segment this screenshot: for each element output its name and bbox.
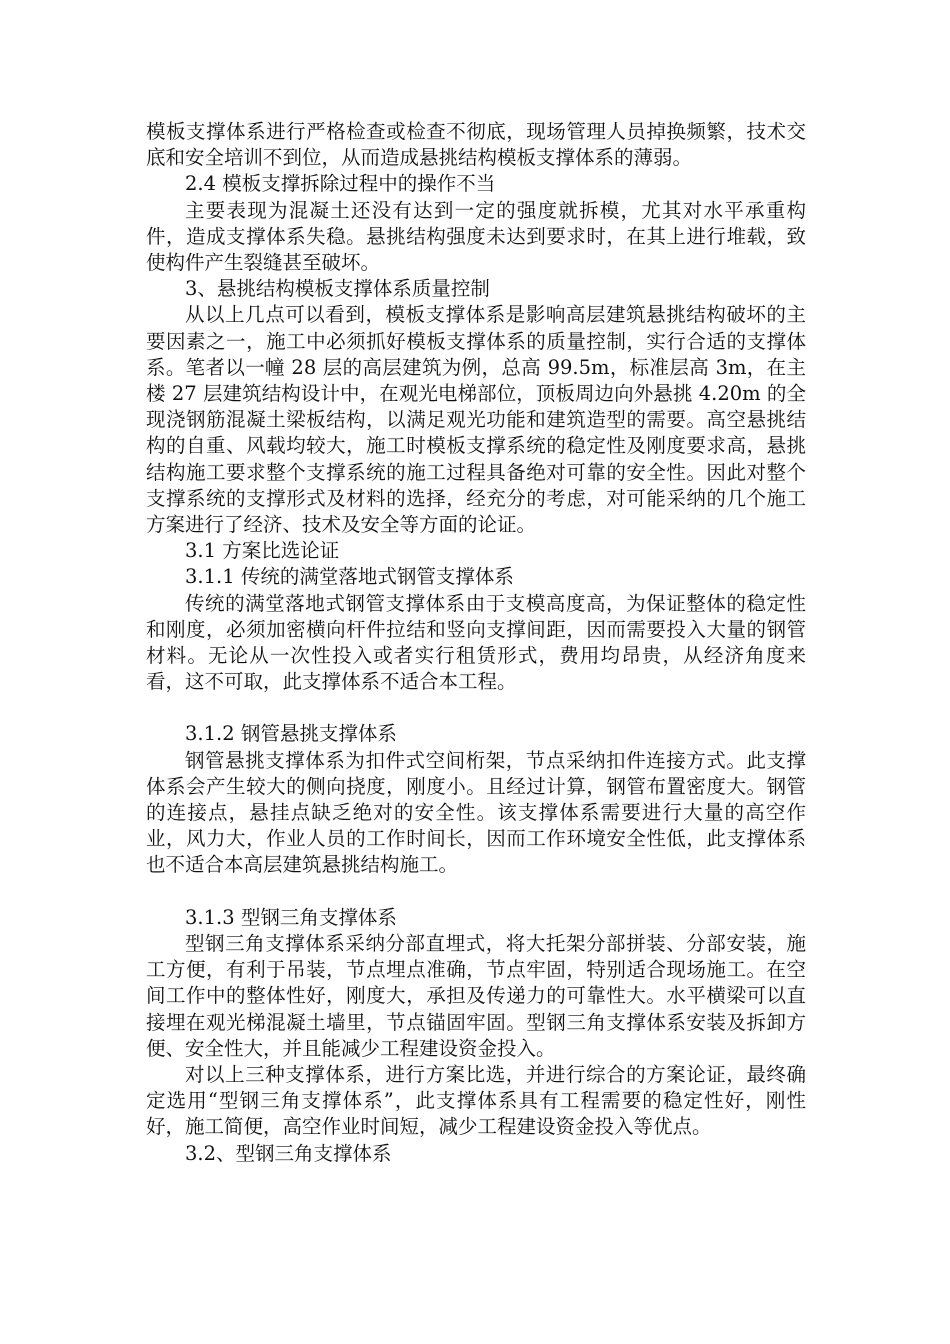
blank-line — [146, 879, 806, 905]
paragraph: 型钢三角支撑体系采纳分部直埋式，将大托架分部拼装、分部安装，施工方便，有利于吊装，节点埋点准确，节点牢固，特别适合现场施工。在空间工作中的整体性好，刚度大，承担及传递力的可靠性大。水平横梁可以直接埋在观光梯混凝土墙里，节点锚固牢固。型钢三角支撑体系安装及拆卸方便、安全性大，并且能减少工程建设资金投入。 — [146, 931, 806, 1060]
paragraph: 从以上几点可以看到，模板支撑体系是影响高层建筑悬挑结构破坏的主要因素之一，施工中必须抓好模板支撑体系的质量控制，实行合适的支撑体系。笔者以一幢 28 层的高层建筑为例，总高 99.5m，标准层高 3m，在主楼 27 层建筑结构设计中，在观光电梯部位，顶板周边向外悬挑 4.20m 的全现浇钢筋混凝土梁板结构，以满足观光功能和建筑造型的需要。高空悬挑结构的自重、风载均较大，施工时模板支撑系统的稳定性及刚度要求高，悬挑结构施工要求整个支撑系统的施工过程具备绝对可靠的安全性。因此对整个支撑系统的支撑形式及材料的选择，经充分的考虑，对可能采纳的几个施工方案进行了经济、技术及安全等方面的论证。 — [146, 303, 806, 537]
blank-line — [146, 695, 806, 721]
section-heading: 3、悬挑结构模板支撑体系质量控制 — [185, 277, 490, 301]
paragraph: 模板支撑体系进行严格检查或检查不彻底，现场管理人员掉换频繁，技术交底和安全培训不到位，从而造成悬挑结构模板支撑体系的薄弱。 — [146, 120, 806, 170]
subsection-heading: 3.1.1 传统的满堂落地式钢管支撑体系 — [185, 565, 514, 589]
paragraph: 传统的满堂落地式钢管支撑体系由于支模高度高，为保证整体的稳定性和刚度，必须加密横向杆件拉结和竖向支撑间距，因而需要投入大量的钢管材料。无论从一次性投入或者实行租赁形式，费用均昂贵，从经济角度来看，这不可取，此支撑体系不适合本工程。 — [146, 591, 806, 694]
paragraph: 主要表现为混凝土还没有达到一定的强度就拆模，尤其对水平承重构件，造成支撑体系失稳。悬挑结构强度未达到要求时，在其上进行堆载，致使构件产生裂缝甚至破坏。 — [146, 198, 806, 275]
paragraph: 对以上三种支撑体系，进行方案比选，并进行综合的方案论证，最终确定选用“型钢三角支撑体系”，此支撑体系具有工程需要的稳定性好，刚性好，施工简便，高空作业时间短，减少工程建设资金投入等优点。 — [146, 1062, 806, 1139]
section-heading: 2.4 模板支撑拆除过程中的操作不当 — [185, 172, 496, 196]
section-heading: 3.1 方案比选论证 — [185, 539, 340, 563]
paragraph: 钢管悬挑支撑体系为扣件式空间桁架，节点采纳扣件连接方式。此支撑体系会产生较大的侧向挠度，刚度小。且经过计算，钢管布置密度大。钢管的连接点，悬挂点缺乏绝对的安全性。该支撑体系需要进行大量的高空作业，风力大，作业人员的工作时间长，因而工作环境安全性低，此支撑体系也不适合本高层建筑悬挑结构施工。 — [146, 748, 806, 877]
subsection-heading: 3.1.3 型钢三角支撑体系 — [185, 905, 397, 929]
subsection-heading: 3.1.2 钢管悬挑支撑体系 — [185, 722, 397, 746]
document-page — [146, 119, 806, 1167]
section-heading: 3.2、型钢三角支撑体系 — [185, 1141, 392, 1165]
